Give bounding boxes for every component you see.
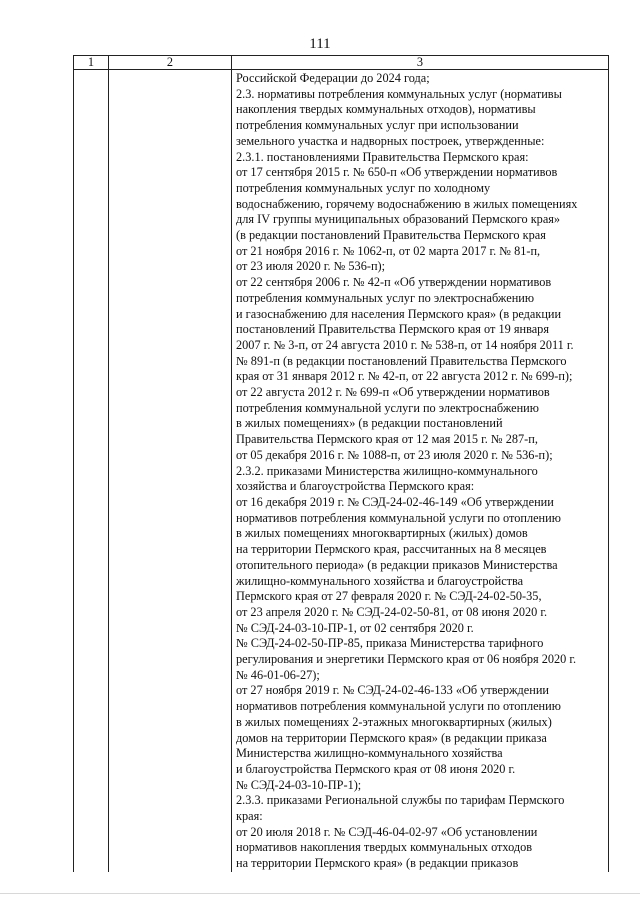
text-line: постановлений Правительства Пермского края от 19 января: [236, 322, 549, 337]
text-line: № 46-01-06-27);: [236, 667, 320, 682]
text-line: 2007 г. № 3-п, от 24 августа 2010 г. № 538-п, от 14 ноября 2011 г.: [236, 337, 574, 352]
text-line: потребления коммунальных услуг при использовании: [236, 118, 519, 133]
text-line: от 17 сентября 2015 г. № 650-п «Об утверждении нормативов: [236, 165, 558, 180]
text-line: от 23 апреля 2020 г. № СЭД-24-02-50-81, от 08 июня 2020 г.: [236, 604, 548, 619]
text-line: от 21 ноября 2016 г. № 1062-п, от 02 марта 2017 г. № 81-п,: [236, 243, 541, 258]
page-number: 111: [309, 36, 331, 52]
table-header-row: [74, 56, 609, 70]
document-table: [73, 55, 609, 872]
text-line: Министерства жилищно-коммунального хозяйства: [236, 746, 503, 761]
text-line: от 23 июля 2020 г. № 536-п);: [236, 259, 386, 274]
cell-col-2: [109, 70, 232, 872]
text-line: на территории Пермского края, рассчитанных на 8 месяцев: [236, 542, 547, 557]
text-line: водоснабжению, горячему водоснабжению в жилых помещениях: [236, 196, 578, 211]
text-line: 2.3.3. приказами Региональной службы по тарифам Пермского: [236, 793, 565, 808]
text-line: (в редакции постановлений Правительства Пермского края: [236, 228, 546, 243]
cell-col-3: [232, 70, 609, 872]
text-line: 2.3. нормативы потребления коммунальных услуг (нормативы: [236, 86, 562, 101]
text-line: № 891-п (в редакции постановлений Правительства Пермского: [236, 353, 567, 368]
text-line: от 22 августа 2012 г. № 699-п «Об утверждении нормативов: [236, 385, 550, 400]
text-line: № СЭД-24-02-50-ПР-85, приказа Министерства тарифного: [236, 636, 544, 651]
column-header-2: 2: [109, 56, 232, 70]
text-line: № СЭД-24-03-10-ПР-1, от 02 сентября 2020 г.: [236, 620, 474, 635]
table-row: [74, 70, 609, 872]
text-line: нормативов накопления твердых коммунальных отходов: [236, 840, 533, 855]
text-line: жилищно-коммунального хозяйства и благоустройства: [236, 573, 524, 588]
text-line: хозяйства и благоустройства Пермского края:: [236, 479, 475, 494]
text-line: края:: [236, 809, 263, 824]
text-line: 2.3.2. приказами Министерства жилищно-коммунального: [236, 463, 538, 478]
text-line: от 16 декабря 2019 г. № СЭД-24-02-46-149 «Об утверждении: [236, 494, 554, 509]
cell-text: [232, 70, 608, 872]
text-line: 2.3.1. постановлениями Правительства Пермского края:: [236, 149, 529, 164]
text-line: от 20 июля 2018 г. № СЭД-46-04-02-97 «Об установлении: [236, 824, 538, 839]
text-line: № СЭД-24-03-10-ПР-1);: [236, 777, 362, 792]
text-line: на территории Пермского края» (в редакции приказов: [236, 856, 519, 871]
text-line: от 22 сентября 2006 г. № 42-п «Об утверждении нормативов: [236, 275, 552, 290]
text-line: отопительного периода» (в редакции приказов Министерства: [236, 557, 558, 572]
text-line: от 05 декабря 2016 г. № 1088-п, от 23 июля 2020 г. № 536-п);: [236, 447, 553, 462]
text-line: Российской Федерации до 2024 года;: [236, 71, 430, 85]
text-line: домов на территории Пермского края» (в редакции приказа: [236, 730, 547, 745]
text-line: земельного участка и надворных построек, утвержденные:: [236, 133, 545, 148]
text-line: и благоустройства Пермского края от 08 июня 2020 г.: [236, 761, 516, 776]
text-line: Правительства Пермского края от 12 мая 2015 г. № 287-п,: [236, 432, 538, 447]
column-header-3: 3: [232, 56, 609, 70]
text-line: нормативов потребления коммунальной услуги по отоплению: [236, 510, 561, 525]
text-line: нормативов потребления коммунальной услуги по отоплению: [236, 699, 561, 714]
text-line: от 27 ноября 2019 г. № СЭД-24-02-46-133 «Об утверждении: [236, 683, 550, 698]
text-line: потребления коммунальных услуг по холодному: [236, 180, 491, 195]
text-line: края от 31 января 2012 г. № 42-п, от 22 августа 2012 г. № 699-п);: [236, 369, 573, 384]
text-line: Пермского края от 27 февраля 2020 г. № СЭД-24-02-50-35,: [236, 589, 542, 604]
text-line: потребления коммунальной услуги по электроснабжению: [236, 400, 539, 415]
bottom-edge-line: [0, 893, 640, 894]
text-line: накопления твердых коммунальных отходов), нормативы: [236, 102, 536, 117]
text-line: регулирования и энергетики Пермского края от 06 ноября 2020 г.: [236, 652, 577, 667]
text-line: в жилых помещениях 2-этажных многоквартирных (жилых): [236, 714, 552, 729]
cell-col-1: [74, 70, 109, 872]
text-line: в жилых помещениях многоквартирных (жилых) домов: [236, 526, 528, 541]
text-line: и газоснабжению для населения Пермского края» (в редакции: [236, 306, 562, 321]
text-line: потребления коммунальных услуг по электроснабжению: [236, 290, 535, 305]
column-header-1: 1: [74, 56, 109, 70]
text-line: в жилых помещениях» (в редакции постановлений: [236, 416, 503, 431]
text-line: для IV группы муниципальных образований Пермского края»: [236, 212, 561, 227]
